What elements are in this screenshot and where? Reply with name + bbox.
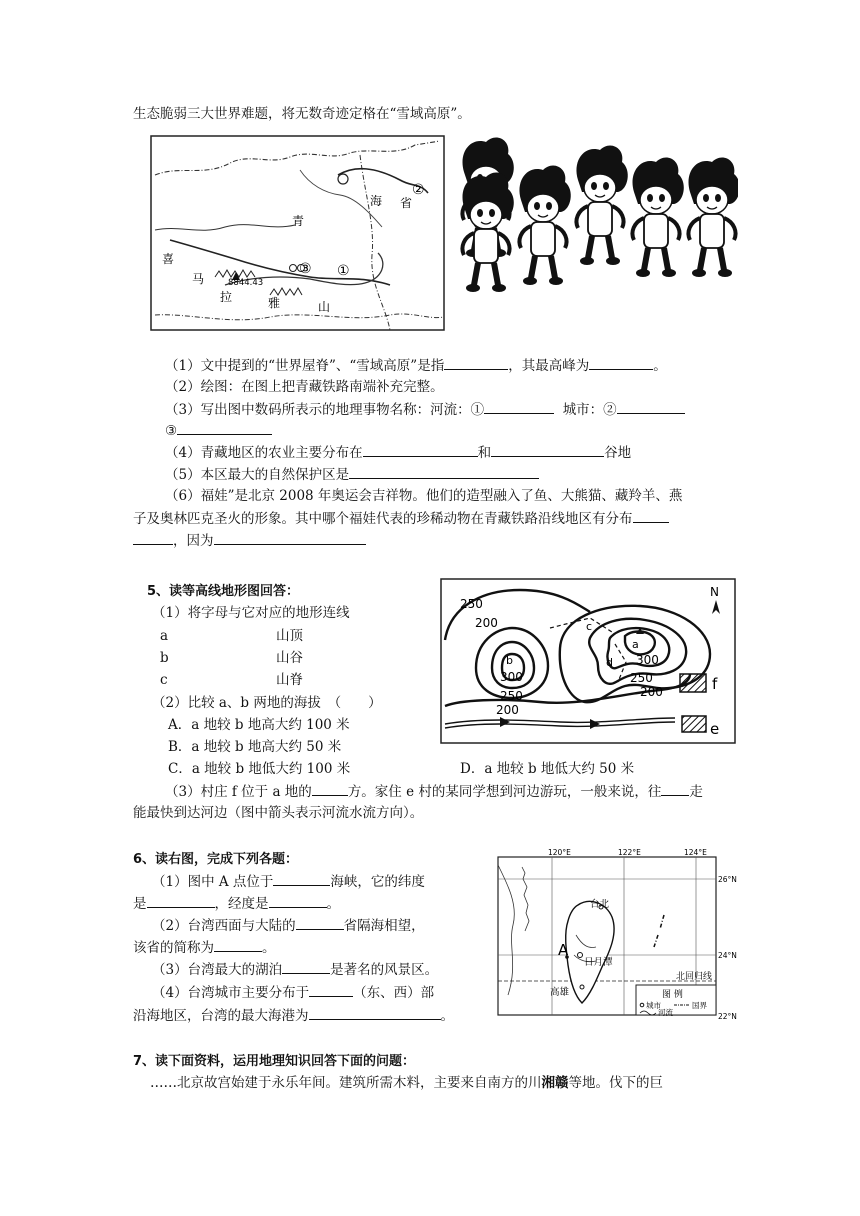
answer-blank[interactable] (309, 982, 353, 997)
contour-250-b: 250 (500, 689, 523, 703)
legend-title: 图 例 (662, 990, 683, 1000)
answer-blank[interactable] (214, 530, 366, 545)
lon-122: 122°E (618, 848, 641, 857)
answer-blank[interactable] (177, 420, 272, 435)
label-xi: 喜 (162, 252, 175, 266)
label-taibei: 台北 (590, 899, 610, 910)
label-num3: ③ (299, 261, 312, 277)
label-c: c (586, 620, 593, 633)
label-la: 拉 (220, 290, 233, 304)
label-sheng: 省 (400, 196, 413, 210)
q5-option-c: C．a 地较 b 地低大约 100 米 (168, 761, 351, 777)
contour-250-a: 250 (460, 597, 483, 611)
q5-option-b: B．a 地较 b 地高大约 50 米 (168, 739, 342, 755)
contour-200-a: 200 (475, 616, 498, 630)
q5-row-a-term: 山顶 (276, 628, 303, 644)
q5-row-b-letter: b (160, 650, 169, 666)
q4-line5: （5）本区最大的自然保护区是 (165, 464, 539, 485)
answer-blank[interactable] (633, 508, 669, 523)
q6-line3: （2）台湾西面与大陆的 省隔海相望， (152, 915, 425, 936)
contour-200-c: 200 (640, 685, 663, 699)
lon-124: 124°E (684, 848, 707, 857)
fuwa-mascots-image (456, 132, 738, 312)
q6-line2: 是 ，经度是 。 (133, 893, 340, 914)
label-hai: 海 (370, 194, 383, 208)
q5-part1: （1）将字母与它对应的地形连线 (152, 605, 350, 621)
label-ma: 马 (192, 272, 205, 286)
answer-blank[interactable] (617, 399, 685, 414)
answer-blank[interactable] (309, 1005, 441, 1020)
answer-blank[interactable] (484, 399, 554, 414)
q6-line7: 沿海地区，台湾的最大海港为 。 (133, 1005, 454, 1026)
label-d: d (606, 656, 613, 669)
answer-blank[interactable] (444, 355, 508, 370)
q5-part3-cont: 能最快到达河边（图中箭头表示河流水流方向）。 (133, 805, 424, 821)
lat-26: 26°N (718, 875, 737, 884)
intro-text: 生态脆弱三大世界难题，将无数奇迹定格在“雪域高原”。 (133, 106, 471, 122)
q5-row-c-letter: c (160, 672, 168, 688)
legend-city: 城市 (646, 1001, 661, 1010)
answer-blank[interactable] (363, 442, 478, 457)
answer-blank[interactable] (147, 893, 215, 908)
contour-300-c: 300 (636, 653, 659, 667)
answer-blank[interactable] (269, 893, 327, 908)
answer-blank[interactable] (214, 937, 262, 952)
answer-blank[interactable] (349, 464, 539, 479)
q4-line3: （3）写出图中数码所表示的地理事物名称：河流：① 城市：② (165, 399, 685, 420)
legend-river: 河流 (658, 1008, 673, 1017)
label-gaoxiong: 高雄 (550, 987, 570, 998)
label-point-a: A (558, 941, 569, 959)
label-tropic: 北回归线 (676, 972, 713, 982)
q5-row-b-term: 山谷 (276, 650, 303, 666)
answer-blank[interactable] (296, 915, 344, 930)
label-riyuetan: 日月潭 (584, 957, 613, 968)
q6-title: 6、读右图，完成下列各题： (133, 852, 299, 867)
label-b: b (506, 654, 513, 667)
q6-line1: （1）图中 A 点位于 海峡，它的纬度 (152, 871, 425, 892)
q7-line1: ……北京故宫始建于永乐年间。建筑所需木料，主要来自南方的川湘赣等地。伐下的巨 (150, 1075, 663, 1091)
tibet-map (150, 135, 445, 331)
label-e: e (710, 720, 720, 738)
q6-line4: 该省的简称为 。 (133, 937, 276, 958)
q6-line5: （3）台湾最大的湖泊 是著名的风景区。 (152, 959, 438, 980)
q5-row-c-term: 山脊 (276, 672, 303, 688)
q5-option-d: D．a 地较 b 地低大约 50 米 (460, 761, 635, 777)
taiwan-map (478, 845, 740, 1020)
answer-blank[interactable] (282, 959, 330, 974)
label-a: a (632, 638, 639, 651)
q6-line6: （4）台湾城市主要分布于 （东、西）部 (152, 982, 434, 1003)
label-peak: 8844.43 (228, 278, 264, 288)
contour-200-b: 200 (496, 703, 519, 717)
label-f: f (712, 675, 718, 693)
label-shan: 山 (318, 300, 331, 314)
q4-line3c: ③ (165, 420, 272, 441)
q5-part3: （3）村庄 f 位于 a 地的 方。家住 e 村的某同学想到河边游玩，一般来说，往 走 (165, 781, 703, 802)
label-num1: ① (337, 263, 350, 279)
legend-border: 国界 (692, 1001, 707, 1010)
answer-blank[interactable] (589, 355, 653, 370)
label-num2: ② (412, 182, 425, 198)
answer-blank[interactable] (133, 530, 173, 545)
lon-120: 120°E (548, 848, 571, 857)
q5-title: 5、读等高线地形图回答： (147, 584, 300, 599)
answer-blank[interactable] (491, 442, 604, 457)
q4-line2: （2）绘图：在图上把青藏铁路南端补充完整。 (165, 379, 444, 395)
q4-line6b: 子及奥林匹克圣火的形象。其中哪个福娃代表的珍稀动物在青藏铁路沿线地区有分布 (133, 508, 669, 529)
q4-line6a: （6）福娃”是北京 2008 年奥运会吉祥物。他们的造型融入了鱼、大熊猫、藏羚羊、燕 (165, 488, 683, 504)
q5-part2: （2）比较 a、b 两地的海拔 （ ） (152, 695, 382, 711)
answer-blank[interactable] (312, 781, 348, 796)
answer-blank[interactable] (661, 781, 689, 796)
q4-line1: （1）文中提到的“世界屋脊”、“雪域高原”是指 ，其最高峰为 。 (165, 355, 667, 376)
q4-line6c: ，因为 (133, 530, 366, 551)
contour-300-b: 300 (500, 670, 523, 684)
contour-250-c: 250 (630, 671, 653, 685)
q5-option-a: A．a 地较 b 地高大约 100 米 (168, 717, 350, 733)
label-ya: 雅 (268, 296, 281, 310)
north-label: N (710, 585, 719, 599)
lat-22: 22°N (718, 1012, 737, 1020)
lat-24: 24°N (718, 951, 737, 960)
answer-blank[interactable] (273, 871, 330, 886)
label-qing: 青 (292, 214, 305, 228)
q4-line4: （4）青藏地区的农业主要分布在 和 谷地 (165, 442, 631, 463)
contour-map (440, 578, 736, 744)
q7-title: 7、读下面资料，运用地理知识回答下面的问题： (133, 1054, 416, 1069)
q5-row-a-letter: a (160, 628, 169, 644)
